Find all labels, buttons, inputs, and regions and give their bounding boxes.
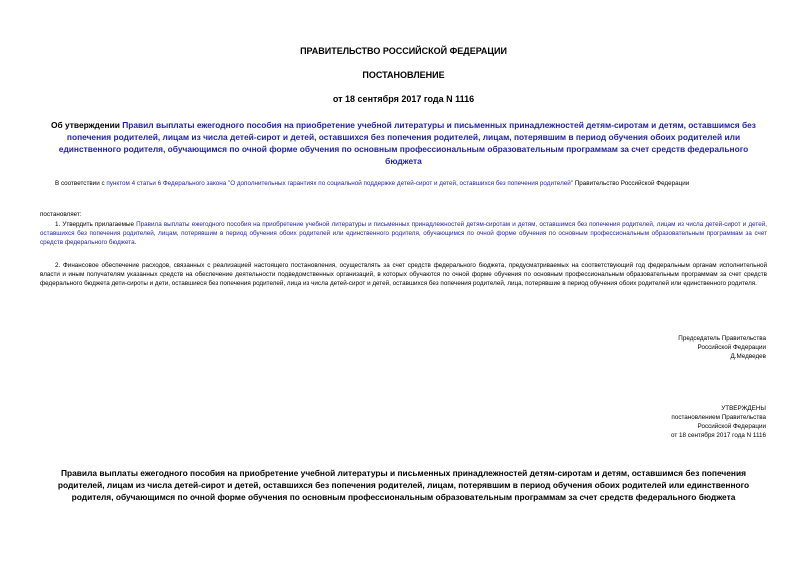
preamble-text-end: Правительство Российской Федерации	[573, 180, 690, 187]
government-heading: ПРАВИТЕЛЬСТВО РОССИЙСКОЙ ФЕДЕРАЦИИ	[300, 46, 507, 56]
rules-title: Правила выплаты ежегодного пособия на приобретение учебной литературы и письменных принадлежностей детям-сиротам и детям, оставшимся без попечения родителей, лицам из числа детей-сирот и детей, оставшихся без попечения родителей, лицам, потерявшим в период обучения обоих родителей или единственного родителя, обучающимся по очной форме обучения по основным профессиональным образовательным программам за счет средств федерального бюджета	[57, 468, 750, 502]
approved-rules-link[interactable]: Правила выплаты ежегодного пособия на приобретение учебной литературы и письменных принадлежностей детям-сиротам и детям, оставшимся без попечения родителей, лицам из числа детей-сирот и детей, оставшихся без попечения родителей, лицам, потерявшим в период обучения обоих родителей или единственного родителя, обучающимся по очной форме обучения по основным профессиональным образовательным программам за счет средств федерального бюджета	[40, 221, 767, 246]
item-1-paragraph	[40, 220, 767, 247]
approved-by: постановлением Правительства	[671, 414, 766, 421]
item-1-text: 1. Утвердить прилагаемые	[55, 221, 137, 228]
signature-block	[678, 334, 766, 361]
item-1-text-end: .	[134, 239, 137, 246]
approval-stamp	[671, 404, 766, 440]
federal-law-link[interactable]: пунктом 4 статьи 6 Федерального закона "О дополнительных гарантиях по социальной поддержке детей-сирот и детей, оставшихся без попечения родителей"	[106, 180, 574, 187]
subject-rules-link[interactable]: Правил выплаты ежегодного пособия на приобретение учебной литературы и письменных принадлежностей детям-сиротам и детям, оставшимся без попечения родителей, лицам из числа детей-сирот и детей, оставшихся без попечения родителей, лицам, потерявшим в период обучения обоих родителей или единственного родителя, обучающимся по очной форме обучения по основным профессиональным образовательным программам за счет средств федерального бюджета	[58, 120, 756, 166]
decrees-word: постановляет:	[40, 211, 82, 218]
approved-country: Российской Федерации	[697, 423, 766, 430]
subject-prefix: Об утверждении	[51, 120, 123, 130]
preamble-text: В соответствии с	[55, 180, 107, 187]
item-2-paragraph: 2. Финансовое обеспечение расходов, связанных с реализацией настоящего постановления, осуществлять за счет средств федерального бюджета, предусматриваемых на соответствующий год федеральным органам исполнительной власти и иным получателям указанных средств на обеспечение деятельности подведомственных организаций, в которых обучаются по очной форме обучения по основным профессиональным образовательным программам за счет средств федерального бюджета дети-сироты и дети, оставшиеся без попечения родителей, лица из числа детей-сирот и детей, оставшихся без попечения родителей, лица, потерявшие в период обучения обоих родителей или единственного родителя.	[40, 262, 767, 287]
document-date-number: от 18 сентября 2017 года N 1116	[332, 94, 475, 104]
signature-name: Д.Медведев	[730, 353, 766, 360]
document-type-heading: ПОСТАНОВЛЕНИЕ	[362, 70, 445, 80]
preamble-paragraph	[40, 179, 767, 188]
signature-position: Председатель Правительства	[678, 335, 766, 342]
approved-label: УТВЕРЖДЕНЫ	[721, 405, 766, 412]
approved-date: от 18 сентября 2017 года N 1116	[671, 432, 766, 439]
document-subject	[40, 119, 767, 167]
signature-country: Российской Федерации	[697, 344, 766, 351]
